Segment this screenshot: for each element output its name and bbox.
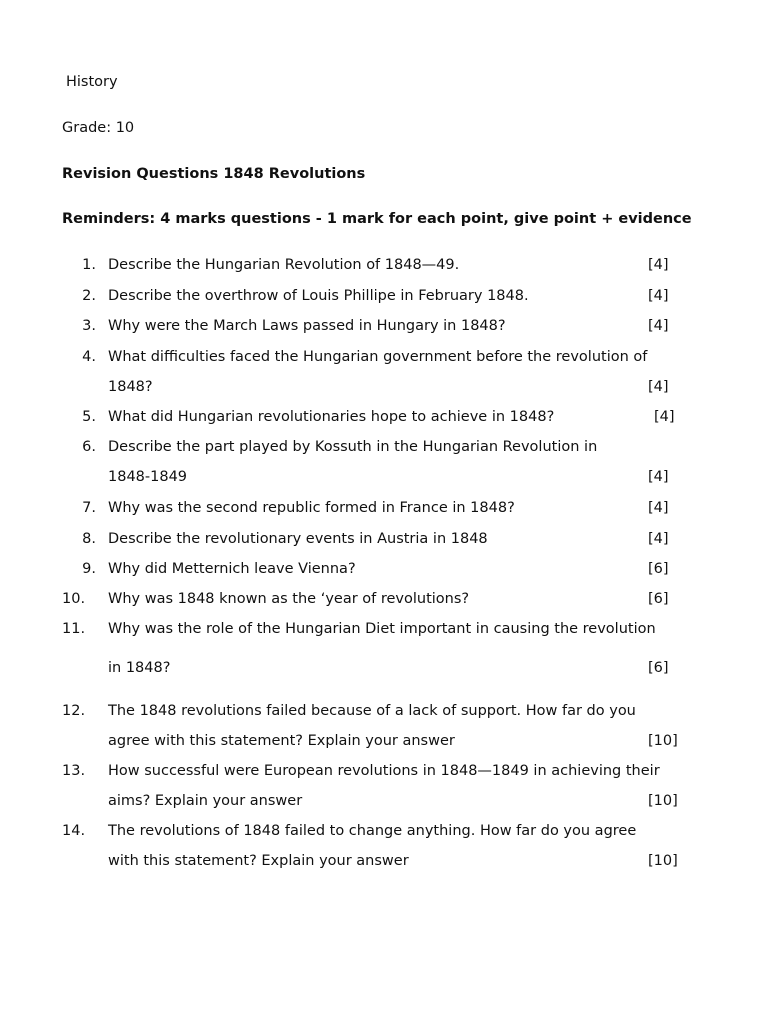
question-marks: [6] [648, 561, 669, 577]
page-heading: Revision Questions 1848 Revolutions [62, 166, 366, 182]
question-number: 11. [62, 621, 86, 637]
question-number: 3. [82, 318, 96, 334]
question-text: The 1848 revolutions failed because of a lack of support. How far do you [108, 703, 636, 719]
question-number: 14. [62, 823, 86, 839]
question-marks: [4] [648, 318, 669, 334]
question-marks: [6] [648, 591, 669, 607]
question-number: 8. [82, 531, 96, 547]
question-text: What difficulties faced the Hungarian government before the revolution of [108, 349, 648, 365]
question-number: 1. [82, 257, 96, 273]
question-marks: [4] [648, 531, 669, 547]
reminder-note: Reminders: 4 marks questions - 1 mark for each point, give point + evidence [62, 211, 692, 227]
question-text: Why did Metternich leave Vienna? [108, 561, 356, 577]
question-text: 1848? [108, 379, 153, 395]
subject-title: History [66, 74, 118, 90]
question-text: Describe the Hungarian Revolution of 1848—49. [108, 257, 460, 273]
question-number: 13. [62, 763, 86, 779]
question-marks: [10] [648, 793, 678, 809]
question-marks: [10] [648, 853, 678, 869]
question-number: 7. [82, 500, 96, 516]
question-text: 1848-1849 [108, 469, 188, 485]
question-number: 10. [62, 591, 86, 607]
question-text: What did Hungarian revolutionaries hope to achieve in 1848? [108, 409, 555, 425]
question-number: 6. [82, 439, 96, 455]
question-marks: [6] [648, 660, 669, 676]
question-number: 12. [62, 703, 86, 719]
question-text: Why was the second republic formed in France in 1848? [108, 500, 515, 516]
question-number: 9. [82, 561, 96, 577]
question-text: The revolutions of 1848 failed to change anything. How far do you agree [108, 823, 637, 839]
question-marks: [4] [648, 288, 669, 304]
question-text: agree with this statement? Explain your answer [108, 733, 455, 749]
question-text: aims? Explain your answer [108, 793, 303, 809]
question-text: Describe the revolutionary events in Austria in 1848 [108, 531, 488, 547]
question-number: 2. [82, 288, 96, 304]
question-text: How successful were European revolutions in 1848—1849 in achieving their [108, 763, 660, 779]
question-marks: [4] [648, 500, 669, 516]
question-marks: [4] [648, 257, 669, 273]
question-text: in 1848? [108, 660, 171, 676]
question-marks: [10] [648, 733, 678, 749]
question-marks: [4] [648, 469, 669, 485]
question-text: Describe the part played by Kossuth in the Hungarian Revolution in [108, 439, 598, 455]
question-marks: [4] [654, 409, 675, 425]
question-text: with this statement? Explain your answer [108, 853, 409, 869]
grade-label: Grade: 10 [62, 120, 135, 136]
question-number: 5. [82, 409, 96, 425]
question-number: 4. [82, 349, 96, 365]
question-text: Why was 1848 known as the ‘year of revolutions? [108, 591, 470, 607]
question-text: Why were the March Laws passed in Hungary in 1848? [108, 318, 506, 334]
question-text: Why was the role of the Hungarian Diet important in causing the revolution [108, 621, 656, 637]
question-text: Describe the overthrow of Louis Phillipe in February 1848. [108, 288, 529, 304]
question-marks: [4] [648, 379, 669, 395]
